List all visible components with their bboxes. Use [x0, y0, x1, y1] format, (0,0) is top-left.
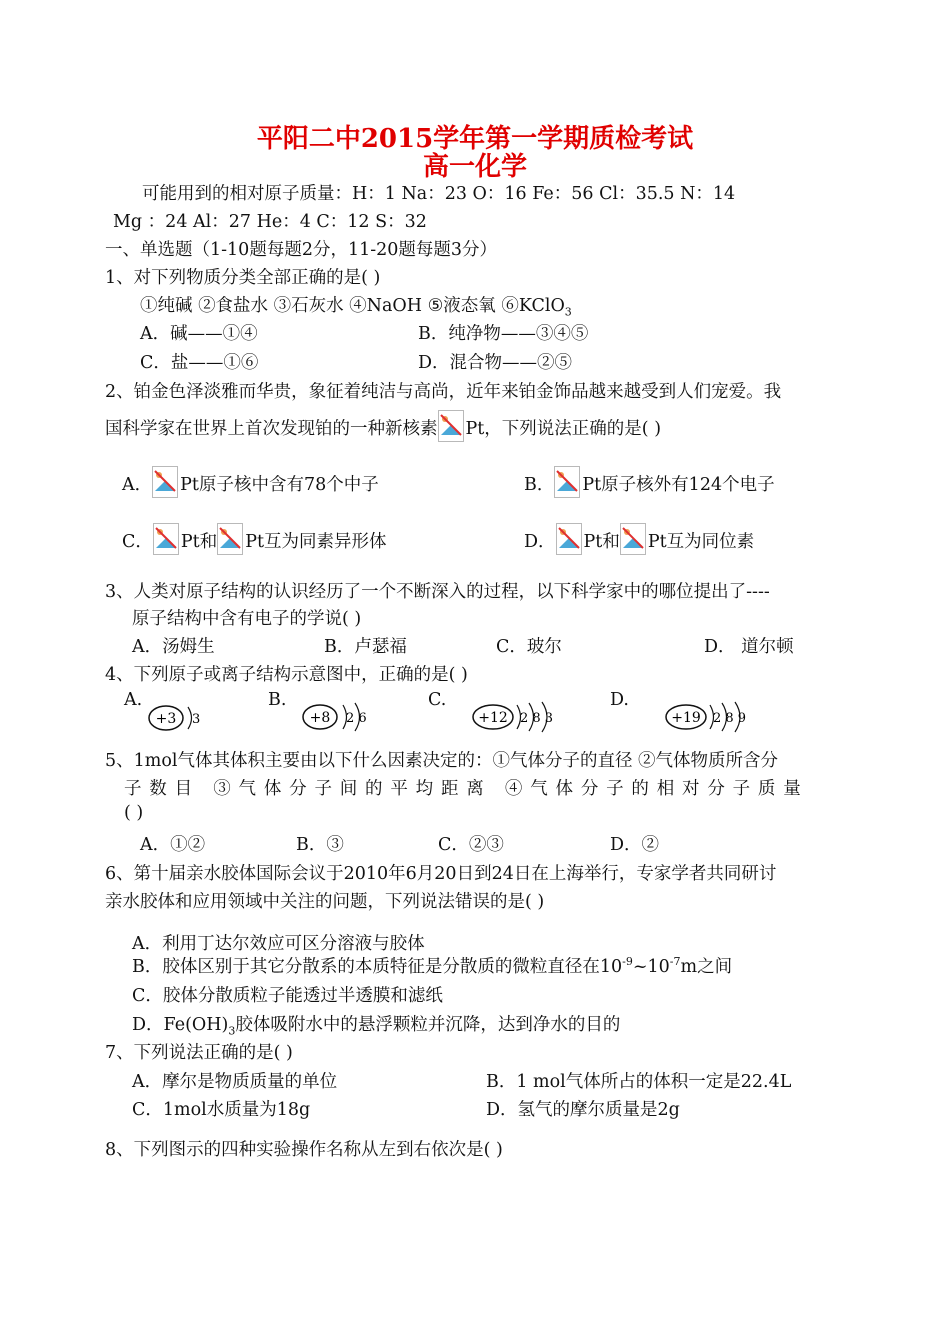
q3-option-a: A．汤姆生 — [132, 637, 215, 657]
q4-label-c: C. — [428, 690, 447, 710]
q6-option-b: B．胶体区别于其它分散系的本质特征是分散质的微粒直径在$10^{-9}\sim 10^{-7}m$之间 — [132, 955, 733, 977]
q3-option-d: D． 道尔顿 — [704, 637, 794, 657]
atom-diagram-a — [148, 703, 218, 738]
q6-line2: 亲水胶体和应用领域中关注的问题，下列说法错误的是( ) — [105, 892, 545, 912]
q4-label-a: A. — [124, 690, 143, 710]
atom-diagram-b — [302, 701, 382, 738]
exam-subtitle: 高一化学 — [422, 152, 527, 182]
nuclide-image-icon — [438, 410, 464, 442]
q1-option-d: D．混合物——②⑤ — [418, 353, 573, 373]
nuclide-image-icon — [554, 466, 580, 498]
q6-option-c: C．胶体分散质粒子能透过半透膜和滤纸 — [132, 986, 443, 1006]
q5-line2: 子数目 ③气体分子间的平均距离 ④气体分子的相对分子质量 — [124, 779, 809, 799]
nuclide-image-icon — [152, 466, 178, 498]
q2-option-c: C． Pt和 Pt互为同素异形体 — [122, 523, 387, 555]
q3-line2: 原子结构中含有电子的学说( ) — [132, 609, 362, 629]
q8-stem: 8、下列图示的四种实验操作名称从左到右依次是( ) — [105, 1140, 503, 1160]
q2-option-d: D． Pt和 Pt互为同位素 — [524, 523, 754, 555]
atom-a-nucleus: +3 — [155, 711, 177, 727]
q3-option-c: C．玻尔 — [496, 637, 562, 657]
atom-diagram-c — [472, 701, 572, 738]
exam-title: 平阳二中2015学年第一学期质检考试 — [256, 124, 694, 154]
q6-line1: 6、第十届亲水胶体国际会议于2010年6月20日到24日在上海举行，专家学者共同研讨 — [105, 864, 777, 884]
atom-c-shells: 2 8 3 — [520, 711, 554, 726]
q2-option-a: A． Pt原子核中含有78个中子 — [122, 466, 379, 498]
q3-option-b: B．卢瑟福 — [324, 637, 407, 657]
q7-option-d: D．氢气的摩尔质量是2g — [486, 1100, 680, 1120]
q4-label-d: D. — [610, 690, 629, 710]
q3-line1: 3、人类对原子结构的认识经历了一个不断深入的过程，以下科学家中的哪位提出了---- — [105, 582, 770, 602]
q5-line3: ( ) — [124, 803, 144, 823]
q7-option-c: C．1mol水质量为18g — [132, 1100, 311, 1120]
q1-option-a: A．碱——①④ — [140, 324, 258, 344]
atomic-masses-line2: Mg ：24 Al：27 He：4 C：12 S：32 — [113, 212, 427, 232]
q7-option-b: B．1 mol气体所占的体积一定是22.4L — [486, 1072, 792, 1092]
q4-stem: 4、下列原子或离子结构示意图中，正确的是( ) — [105, 665, 468, 685]
q2-line2: 国科学家在世界上首次发现铂的一种新核素 Pt，下列说法正确的是( ) — [105, 410, 661, 442]
q5-line1: 5、1mol气体其体积主要由以下什么因素决定的：①气体分子的直径 ②气体物质所含分 — [105, 751, 779, 771]
q1-option-b: B．纯净物——③④⑤ — [418, 324, 589, 344]
section-heading: 一、单选题（1-10题每题2分，11-20题每题3分） — [105, 240, 498, 260]
q2-line1: 2、铂金色泽淡雅而华贵，象征着纯洁与高尚，近年来铂金饰品越来越受到人们宠爱。我 — [105, 382, 782, 402]
nuclide-image-icon — [620, 523, 646, 555]
atom-d-shells: 2 8 9 — [713, 711, 747, 726]
q5-option-d: D．② — [610, 835, 660, 855]
q5-option-c: C．②③ — [438, 835, 504, 855]
atomic-masses-line1: 可能用到的相对原子质量：H：1 Na：23 O：16 Fe：56 Cl：35.5 N：14 — [142, 184, 736, 204]
nuclide-image-icon — [217, 523, 243, 555]
q6-option-a: A．利用丁达尔效应可区分溶液与胶体 — [132, 934, 425, 954]
q2-option-b: B． Pt原子核外有124个电子 — [524, 466, 775, 498]
q7-stem: 7、下列说法正确的是( ) — [105, 1043, 293, 1063]
q5-option-a: A．①② — [140, 835, 206, 855]
q6-option-d: D．$Fe(OH)_3$胶体吸附水中的悬浮颗粒并沉降，达到净水的目的 — [132, 1015, 621, 1038]
atom-c-nucleus: +12 — [478, 710, 508, 726]
atom-b-nucleus: +8 — [309, 710, 331, 726]
q4-label-b: B. — [268, 690, 287, 710]
q1-items: ①纯碱 ②食盐水 ③石灰水 ④NaOH ⑤液态氧 ⑥KClO$_3$ — [140, 296, 572, 319]
nuclide-image-icon — [556, 523, 582, 555]
q7-option-a: A．摩尔是物质质量的单位 — [132, 1072, 338, 1092]
atom-b-shells: 2 6 — [346, 711, 367, 726]
atom-a-shells: 3 — [192, 712, 201, 727]
nuclide-image-icon — [153, 523, 179, 555]
atom-d-nucleus: +19 — [671, 710, 701, 726]
q1-option-c: C．盐——①⑥ — [140, 353, 259, 373]
q1-stem: 1、对下列物质分类全部正确的是( ) — [105, 268, 381, 288]
q5-option-b: B．③ — [296, 835, 344, 855]
atom-diagram-d — [665, 701, 765, 738]
